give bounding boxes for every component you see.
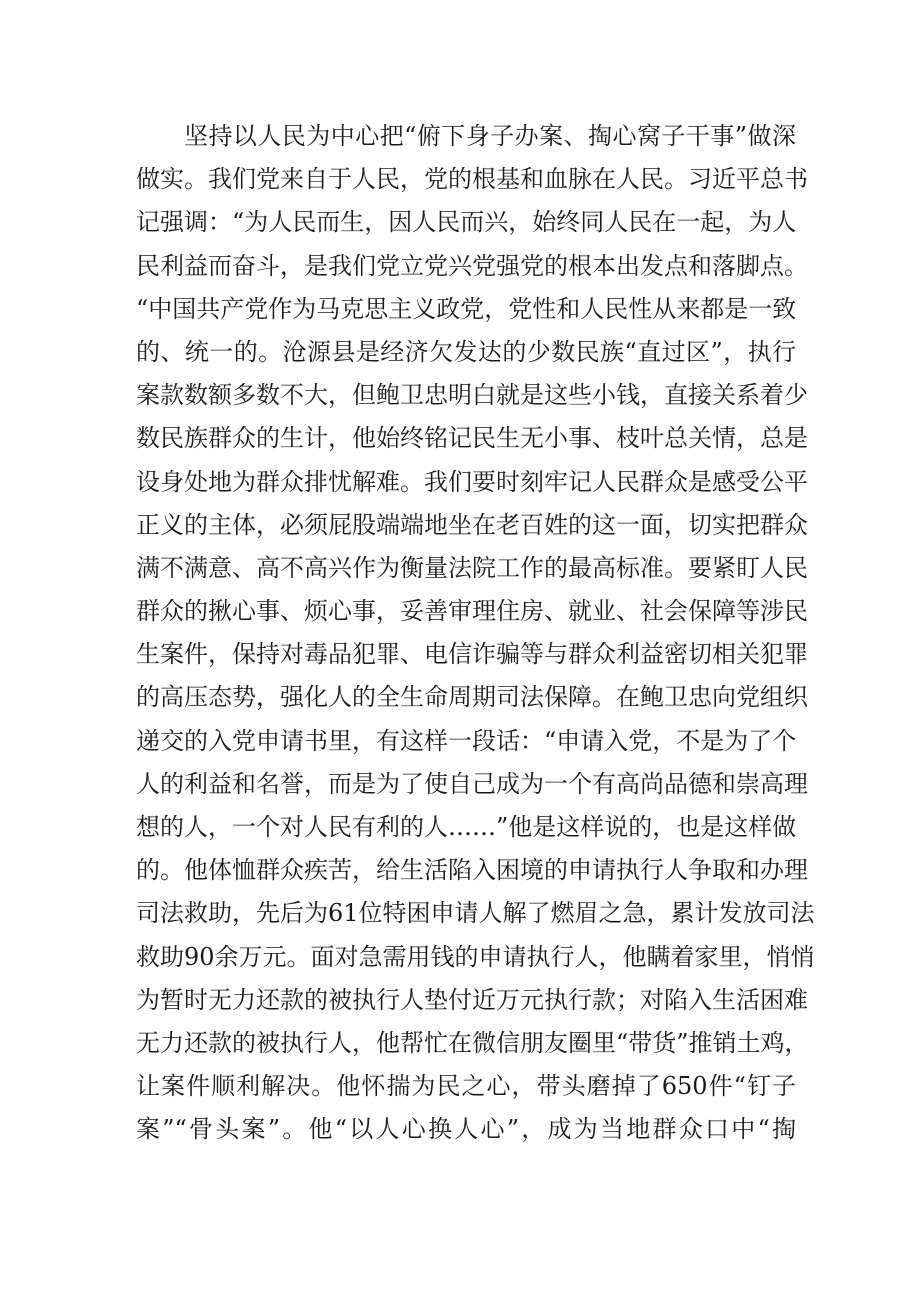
text-line: 案”“骨头案”。他“以人心换人心”，成为当地群众口中“掏 xyxy=(136,1115,796,1144)
text-line: 做实。我们党来自于人民，党的根基和血脉在人民。习近平总书 xyxy=(136,165,808,194)
text-line: 的高压态势，强化人的全生命周期司法保障。在鲍卫忠向党组织 xyxy=(136,683,808,712)
text-line: 满不满意、高不高兴作为衡量法院工作的最高标准。要紧盯人民 xyxy=(136,553,808,582)
text-line: 设身处地为群众排忧解难。我们要时刻牢记人民群众是感受公平 xyxy=(136,467,808,496)
text-line: 司法救助，先后为61位特困申请人解了燃眉之急，累计发放司法 xyxy=(136,899,815,928)
text-line: 为暂时无力还款的被执行人垫付近万元执行款；对陷入生活困难 xyxy=(136,985,808,1014)
text-line: 群众的揪心事、烦心事，妥善审理住房、就业、社会保障等涉民 xyxy=(136,597,808,626)
text-line: 的。他体恤群众疾苦，给生活陷入困境的申请执行人争取和办理 xyxy=(136,856,808,885)
body-paragraph xyxy=(136,115,815,1152)
text-line: 人的利益和名誉，而是为了使自己成为一个有高尚品德和崇高理 xyxy=(136,769,808,798)
text-line: 记强调：“为人民而生，因人民而兴，始终同人民在一起，为人 xyxy=(136,208,797,237)
text-line: 的、统一的。沧源县是经济欠发达的少数民族“直过区”，执行 xyxy=(136,337,796,366)
text-line: “中国共产党作为马克思主义政党，党性和人民性从来都是一致 xyxy=(136,294,797,323)
text-line: 正义的主体，必须屁股端端地坐在老百姓的这一面，切实把群众 xyxy=(136,510,808,539)
text-line: 民利益而奋斗，是我们党立党兴党强党的根本出发点和落脚点。 xyxy=(136,251,808,280)
text-line: 让案件顺利解决。他怀揣为民之心，带头磨掉了650件“钉子 xyxy=(136,1072,796,1101)
text-line: 想的人，一个对人民有利的人……”他是这样说的，也是这样做 xyxy=(136,813,797,841)
text-line: 案款数额多数不大，但鲍卫忠明白就是这些小钱，直接关系着少 xyxy=(136,381,808,410)
text-line: 救助90余万元。面对急需用钱的申请执行人，他瞒着家里，悄悄 xyxy=(136,942,815,971)
text-line: 递交的入党申请书里，有这样一段话：“申请入党，不是为了个 xyxy=(136,726,797,755)
text-line: 坚持以人民为中心把“俯下身子办案、掏心窝子干事”做深 xyxy=(184,122,796,150)
text-line: 无力还款的被执行人，他帮忙在微信朋友圈里“带货”推销土鸡， xyxy=(136,1028,809,1057)
text-line: 数民族群众的生计，他始终铭记民生无小事、枝叶总关情，总是 xyxy=(136,424,808,453)
text-line: 生案件，保持对毒品犯罪、电信诈骗等与群众利益密切相关犯罪 xyxy=(136,640,808,669)
